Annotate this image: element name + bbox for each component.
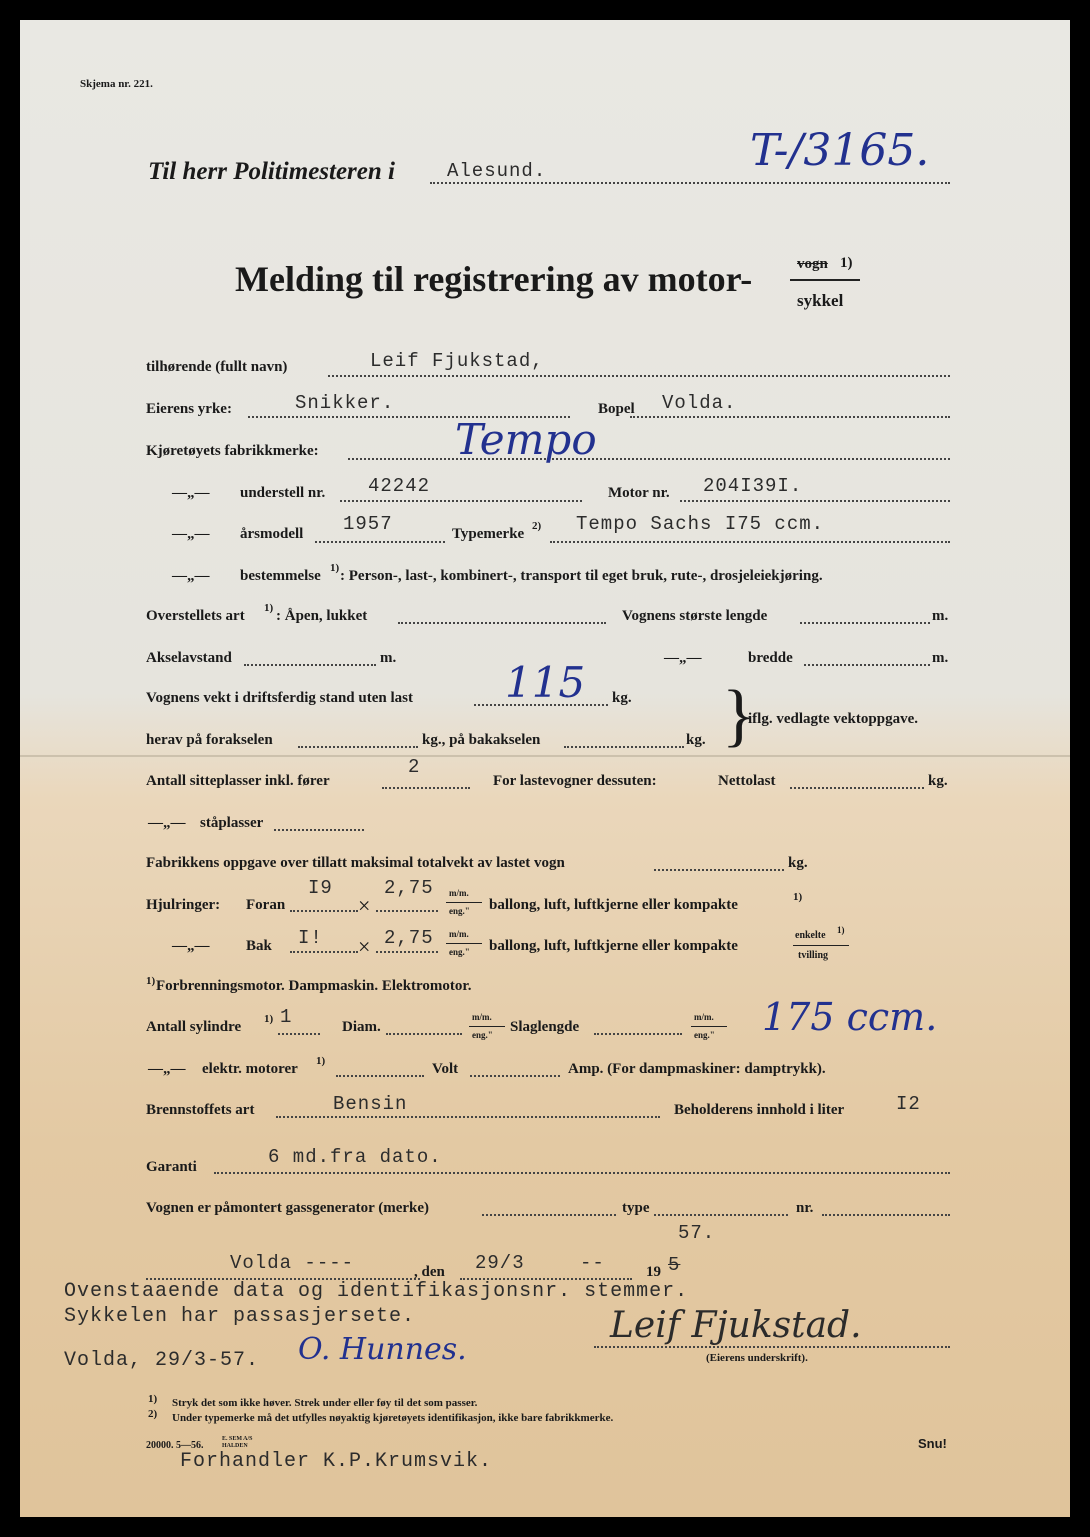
- form-number: Skjema nr. 221.: [80, 78, 153, 90]
- owner-signature: Leif Fjukstad.: [610, 1305, 862, 1346]
- tank-value: I2: [896, 1093, 921, 1115]
- body-sup: 1): [264, 602, 274, 614]
- front-label: Foran: [246, 897, 286, 913]
- standing-prefix: —„—: [148, 815, 186, 831]
- gas-line: [482, 1214, 616, 1216]
- type-value: Tempo Sachs I75 ccm.: [576, 513, 825, 535]
- owner-caption: (Eierens underskrift).: [706, 1352, 808, 1364]
- year-corrected: 57.: [678, 1222, 716, 1244]
- front-unit-eng: eng.": [449, 906, 470, 916]
- weight-label: Vognens vekt i driftsferdig stand uten last: [146, 690, 413, 706]
- weight-note: iflg. vedlagte vektoppgave.: [748, 711, 918, 727]
- stroke-line: [594, 1033, 682, 1035]
- fn1-mark: 1): [148, 1393, 158, 1405]
- turn-note: Snu!: [918, 1436, 947, 1451]
- diam-unit-divider: [469, 1026, 505, 1027]
- wheels-label: Hjulringer:: [146, 897, 221, 913]
- elec-label: elektr. motorer: [202, 1061, 298, 1077]
- seats-value: 2: [408, 756, 421, 778]
- volt-label: Volt: [432, 1061, 459, 1077]
- diam-label: Diam.: [342, 1019, 381, 1035]
- rear-axle-line: [564, 746, 684, 748]
- rear-value-a: I!: [298, 927, 323, 949]
- body-text: : Åpen, lukket: [276, 608, 368, 624]
- motor-line: [680, 500, 950, 502]
- front-line-a: [290, 910, 358, 912]
- type-line: [550, 541, 950, 543]
- warranty-label: Garanti: [146, 1159, 197, 1175]
- width-prefix: —„—: [664, 650, 702, 666]
- body-label: Overstellets art: [146, 608, 245, 624]
- paper-fold: [20, 755, 1070, 757]
- volt-line: [470, 1075, 560, 1077]
- tire-divider: [793, 945, 849, 946]
- make-line: [348, 458, 950, 460]
- tire-single-sup: 1): [837, 925, 845, 935]
- netload-label: Nettolast: [718, 773, 776, 789]
- motor-label: Motor nr.: [608, 485, 670, 501]
- wheelbase-unit: m.: [380, 650, 397, 666]
- maxweight-line: [654, 869, 784, 871]
- addressee-line: [430, 182, 950, 184]
- maxweight-label: Fabrikkens oppgave over tillatt maksimal totalvekt av lastet vogn: [146, 855, 565, 871]
- stroke-label: Slaglengde: [510, 1019, 580, 1035]
- fuel-label: Brennstoffets art: [146, 1102, 255, 1118]
- width-label: bredde: [748, 650, 793, 666]
- case-number: T-/3165.: [750, 125, 930, 176]
- length-label: Vognens største lengde: [622, 608, 768, 624]
- cyl-line: [278, 1033, 320, 1035]
- length-line: [800, 622, 930, 624]
- owner-label: tilhørende (fullt navn): [146, 359, 288, 375]
- make-label: Kjøretøyets fabrikkmerke:: [146, 443, 319, 459]
- make-value: Tempo: [455, 415, 597, 464]
- standing-label: ståplasser: [200, 815, 264, 831]
- fn2-text: Under typemerke må det utfylles nøyaktig kjøretøyets identifikasjon, ikke bare fabrikkmerke.: [172, 1412, 614, 1424]
- weight-unit: kg.: [612, 690, 632, 706]
- maxweight-unit: kg.: [788, 855, 808, 871]
- rear-times-icon: ×: [358, 934, 371, 959]
- year-value: 1957: [343, 513, 393, 535]
- front-unit-mm: m/m.: [449, 888, 469, 898]
- addressee-label: Til herr Politimesteren i: [148, 158, 395, 185]
- rear-line-a: [290, 951, 358, 953]
- rear-prefix: —„—: [172, 938, 210, 954]
- purpose-prefix: —„—: [172, 568, 210, 584]
- diam-unit-eng: eng.": [472, 1030, 493, 1040]
- den-label: , den: [414, 1264, 445, 1280]
- front-line-b: [376, 910, 438, 912]
- title-bottom: sykkel: [797, 291, 844, 310]
- engine-types: Forbrenningsmotor. Dampmaskin. Elektromotor.: [156, 978, 472, 994]
- front-unit-divider: [446, 902, 482, 903]
- fn2-mark: 2): [148, 1408, 158, 1420]
- year-line: [315, 541, 445, 543]
- diam-line: [386, 1033, 462, 1035]
- front-value-b: 2,75: [384, 877, 434, 899]
- front-axle-line: [298, 746, 418, 748]
- stroke-unit-eng: eng.": [694, 1030, 715, 1040]
- width-line: [804, 664, 930, 666]
- note-line-1: Ovenstaaende data og identifikasjonsnr. stemmer.: [64, 1280, 689, 1303]
- tank-label: Beholderens innhold i liter: [674, 1102, 845, 1118]
- form-title: Melding til registrering av motor-: [235, 259, 753, 299]
- fuel-line: [276, 1116, 660, 1118]
- owner-line: [328, 375, 950, 377]
- residence-value: Volda.: [662, 392, 737, 414]
- seats-line: [382, 787, 470, 789]
- elec-prefix: —„—: [148, 1061, 186, 1077]
- netload-unit: kg.: [928, 773, 948, 789]
- fuel-value: Bensin: [333, 1093, 408, 1115]
- cyl-sup: 1): [264, 1013, 274, 1025]
- cyl-value: 1: [280, 1006, 293, 1028]
- print-info: 20000. 5—56.: [146, 1440, 204, 1451]
- seats-label: Antall sitteplasser inkl. fører: [146, 773, 330, 789]
- rear-tire-text: ballong, luft, luftkjerne eller kompakte: [489, 938, 738, 954]
- sign-date: 29/3: [475, 1252, 525, 1274]
- elec-line: [336, 1075, 424, 1077]
- type-label: Typemerke: [452, 526, 525, 542]
- rear-label: Bak: [246, 938, 272, 954]
- front-times-icon: ×: [358, 893, 371, 918]
- officer-place-date: Volda, 29/3-57.: [64, 1349, 260, 1372]
- year-prefix-19: 19: [646, 1264, 661, 1280]
- fn1-text: Stryk det som ikke høver. Strek under eller føy til det som passer.: [172, 1397, 478, 1409]
- front-axle-label: herav på forakselen: [146, 732, 273, 748]
- rear-unit-eng: eng.": [449, 947, 470, 957]
- title-sup: 1): [840, 255, 853, 271]
- chassis-line: [340, 500, 582, 502]
- rear-unit-divider: [446, 943, 482, 944]
- purpose-label: bestemmelse: [240, 568, 321, 584]
- purpose-sup: 1): [330, 562, 340, 574]
- front-value-a: I9: [308, 877, 333, 899]
- ccm-value: 175 ccm.: [762, 995, 938, 1039]
- rear-line-b: [376, 951, 438, 953]
- warranty-line: [214, 1172, 950, 1174]
- occupation-label: Eierens yrke:: [146, 401, 232, 417]
- chassis-label: understell nr.: [240, 485, 326, 501]
- wheelbase-label: Akselavstand: [146, 650, 232, 666]
- type-sup: 2): [532, 520, 542, 532]
- addressee-value: Alesund.: [447, 160, 547, 182]
- wheelbase-line: [244, 664, 376, 666]
- motor-value: 204I39I.: [703, 475, 803, 497]
- dealer: Forhandler K.P.Krumsvik.: [180, 1450, 493, 1473]
- tire-twin: tvilling: [798, 950, 829, 961]
- gas-nr-label: nr.: [796, 1200, 814, 1216]
- title-divider: [790, 279, 860, 281]
- sign-dashes: --: [580, 1252, 605, 1274]
- weight-brace: }: [722, 677, 756, 754]
- gas-nr-line: [822, 1214, 950, 1216]
- rear-unit-mm: m/m.: [449, 929, 469, 939]
- cyl-label: Antall sylindre: [146, 1019, 242, 1035]
- officer-signature: O. Hunnes.: [298, 1332, 467, 1367]
- stroke-unit-divider: [691, 1026, 727, 1027]
- gas-label: Vognen er påmontert gassgenerator (merke): [146, 1200, 430, 1216]
- title-struck: vogn: [797, 256, 828, 272]
- residence-line: [630, 416, 950, 418]
- lorry-label: For lastevogner dessuten:: [493, 773, 657, 789]
- occupation-value: Snikker.: [295, 392, 395, 414]
- warranty-value: 6 md.fra dato.: [268, 1146, 442, 1168]
- gas-type-label: type: [622, 1200, 650, 1216]
- residence-label: Bopel: [598, 401, 635, 417]
- netload-line: [790, 787, 924, 789]
- purpose-text: : Person-, last-, kombinert-, transport til eget bruk, rute-, drosjeleiekjøring.: [340, 568, 823, 584]
- diam-unit-mm: m/m.: [472, 1012, 492, 1022]
- owner-value: Leif Fjukstad,: [370, 350, 544, 372]
- rear-axle-unit: kg.: [686, 732, 706, 748]
- tire-single: enkelte: [795, 930, 826, 941]
- front-tire-text: ballong, luft, luftkjerne eller kompakte: [489, 897, 738, 913]
- weight-value: 115: [505, 658, 586, 707]
- width-unit: m.: [932, 650, 949, 666]
- year-prefix: —„—: [172, 526, 210, 542]
- chassis-value: 42242: [368, 475, 431, 497]
- rear-value-b: 2,75: [384, 927, 434, 949]
- length-unit: m.: [932, 608, 949, 624]
- rear-axle-label: kg., på bakakselen: [422, 732, 541, 748]
- signature-line: [594, 1346, 950, 1348]
- stroke-unit-mm: m/m.: [694, 1012, 714, 1022]
- body-line: [398, 622, 606, 624]
- chassis-prefix: —„—: [172, 485, 210, 501]
- front-tire-sup: 1): [793, 891, 803, 903]
- engine-sup: 1): [146, 975, 156, 987]
- amp-label: Amp. (For dampmaskiner: damptrykk).: [568, 1061, 826, 1077]
- gas-type-line: [654, 1214, 788, 1216]
- standing-line: [274, 829, 364, 831]
- elec-sup: 1): [316, 1055, 326, 1067]
- note-line-2: Sykkelen har passasjersete.: [64, 1305, 416, 1328]
- printer: E. SEM A/S HALDEN: [222, 1436, 253, 1449]
- year-struck: 5: [668, 1254, 681, 1276]
- year-label: årsmodell: [240, 526, 304, 542]
- sign-place: Volda ----: [230, 1252, 355, 1274]
